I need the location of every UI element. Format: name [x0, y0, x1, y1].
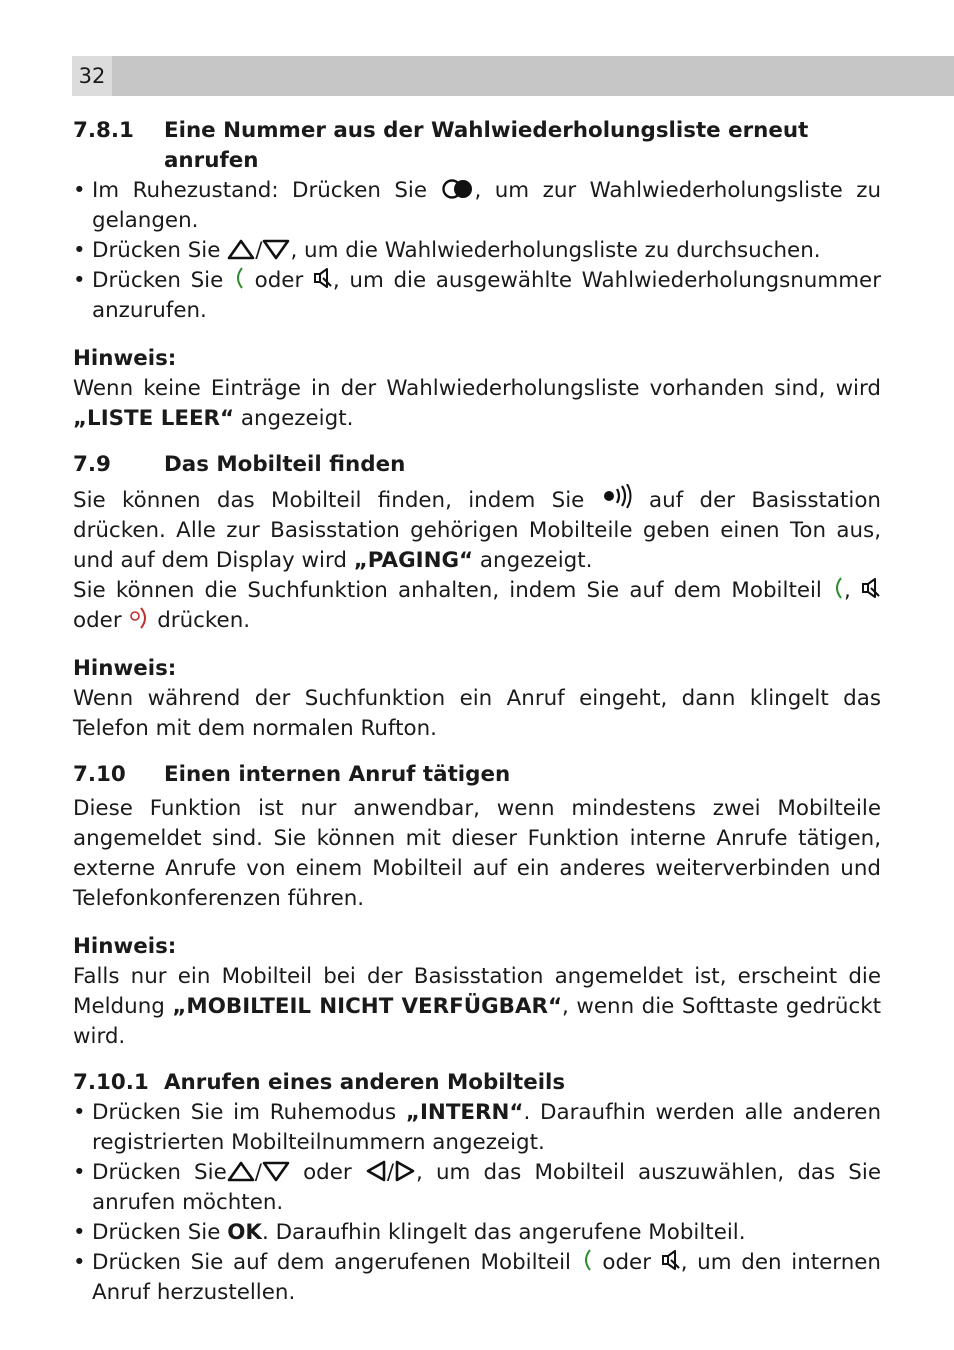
note-text	[73, 374, 881, 434]
bullet-text: oder	[289, 1160, 365, 1185]
bullet: •	[73, 1100, 86, 1125]
paging-icon	[601, 484, 633, 510]
bullet: •	[73, 238, 86, 263]
up-arrow-icon	[227, 238, 255, 260]
section-title: Anrufen eines anderen Mobilteils	[164, 1070, 566, 1095]
call-icon	[832, 576, 844, 600]
paragraph: Diese Funktion ist nur anwendbar, wenn mindestens zwei Mobilteile angemeldet sind. Sie können mit dieser Funktion interne Anrufe tätigen, externe Anrufe von einem Mobilteil auf ein anderes weiterverbinden und Telefonkonferenzen führen.	[73, 796, 881, 911]
bullet-text: Drücken Sie	[92, 268, 233, 293]
right-arrow-icon	[394, 1160, 416, 1182]
bullet-text: , um zur Wahlwiederholungsliste zu gelangen.	[92, 178, 881, 233]
note-text-part: Wenn keine Einträge in der Wahlwiederholungsliste vorhanden sind, wird	[73, 376, 881, 401]
section-heading-7-10-1	[73, 1068, 881, 1098]
slash: /	[255, 238, 263, 263]
section-heading-7-10	[73, 760, 881, 790]
bullet-item	[73, 1218, 881, 1248]
paragraph-text: drücken.	[150, 608, 251, 633]
page-content	[73, 116, 881, 1308]
speaker-icon	[661, 1250, 681, 1272]
note-label: Hinweis:	[73, 656, 177, 681]
paging-bold: „PAGING“	[353, 548, 474, 573]
slash: /	[254, 1160, 262, 1185]
bullet-text: oder	[244, 268, 313, 293]
bullet-item	[73, 1098, 881, 1158]
down-arrow-icon	[262, 1160, 290, 1182]
bullet-text: Im Ruhezustand: Drücken Sie	[92, 178, 441, 203]
bullet-text: . Daraufhin klingelt das angerufene Mobilteil.	[261, 1220, 746, 1245]
bullet-text: , um den internen Anruf herzustellen.	[92, 1250, 881, 1305]
bullet-text: Drücken Sie auf dem angerufenen Mobilteil	[92, 1250, 581, 1275]
section-number: 7.9	[73, 452, 111, 477]
intern-bold: „INTERN“	[405, 1100, 524, 1125]
section-title: Das Mobilteil finden	[164, 452, 406, 477]
up-arrow-icon	[227, 1160, 255, 1182]
bullet-item	[73, 236, 881, 266]
bullet-item	[73, 176, 881, 236]
bullet-text: Drücken Sie	[92, 238, 228, 263]
bullet-text: , um das Mobilteil auszuwählen, das Sie anrufen möchten.	[92, 1160, 881, 1215]
paragraph-text: angezeigt.	[473, 548, 593, 573]
bullet: •	[73, 268, 86, 293]
note-text-part: Falls nur ein Mobilteil bei der Basisstation angemeldet ist, erscheint die Meldung	[73, 964, 881, 1019]
bullet-text: . Daraufhin werden alle anderen registrierten Mobilteilnummern angezeigt.	[92, 1100, 881, 1155]
section-heading-7-8-1	[73, 116, 881, 176]
bullet-text: Drücken Sie im Ruhemodus	[92, 1100, 406, 1125]
bullet-text: , um die ausgewählte Wahlwiederholungsnummer anzurufen.	[92, 268, 881, 323]
bullet: •	[73, 1220, 86, 1245]
page-number: 32	[72, 56, 112, 96]
paragraph-text: oder	[73, 608, 129, 633]
section-number: 7.8.1	[73, 118, 134, 143]
paragraph	[73, 484, 881, 576]
down-arrow-icon	[262, 238, 290, 260]
redial-icon	[441, 178, 475, 200]
speaker-icon	[313, 268, 333, 290]
bullet: •	[73, 1250, 86, 1275]
end-call-icon	[128, 606, 150, 630]
note-text-part: , wenn die Softtaste gedrückt wird.	[73, 994, 882, 1049]
note-text-part: angezeigt.	[234, 406, 354, 431]
ok-bold: OK	[227, 1220, 262, 1245]
paragraph	[73, 576, 881, 636]
section-number: 7.10.1	[73, 1070, 149, 1095]
bullet: •	[73, 1160, 86, 1185]
note-label: Hinweis:	[73, 934, 177, 959]
section-title: Einen internen Anruf tätigen	[164, 762, 511, 787]
note-label: Hinweis:	[73, 346, 177, 371]
header-bar	[72, 56, 954, 96]
left-arrow-icon	[365, 1160, 387, 1182]
section-title: Eine Nummer aus der Wahlwiederholungsliste erneut anrufen	[164, 118, 809, 173]
bullet-text: oder	[592, 1250, 661, 1275]
note-bold: „LISTE LEER“	[73, 406, 235, 431]
bullet-text: , um die Wahlwiederholungsliste zu durchsuchen.	[290, 238, 821, 263]
paragraph-text: Sie können die Suchfunktion anhalten, indem Sie auf dem Mobilteil	[73, 578, 833, 603]
note-bold: „MOBILTEIL NICHT VERFÜGBAR“	[172, 994, 563, 1019]
note-text: Wenn während der Suchfunktion ein Anruf eingeht, dann klingelt das Telefon mit dem normalen Rufton.	[73, 686, 881, 741]
bullet-text: Drücken Sie	[92, 1160, 227, 1185]
bullet: •	[73, 178, 86, 203]
section-number: 7.10	[73, 762, 126, 787]
speaker-icon	[861, 578, 881, 600]
call-icon	[581, 1248, 593, 1272]
note-text	[73, 962, 881, 1052]
paragraph-text: Sie können das Mobilteil finden, indem Sie	[73, 488, 601, 513]
paragraph-text: auf der Basisstation drücken. Alle zur Basisstation gehörigen Mobilteile geben einen Ton aus, und auf dem Display wird	[73, 488, 881, 573]
paragraph-text: ,	[844, 578, 861, 603]
slash: /	[386, 1160, 395, 1185]
section-heading-7-9	[73, 450, 881, 480]
bullet-item	[73, 1158, 881, 1218]
bullet-item	[73, 266, 881, 326]
call-icon	[233, 266, 245, 290]
bullet-item	[73, 1248, 881, 1308]
bullet-text: Drücken Sie	[92, 1220, 228, 1245]
